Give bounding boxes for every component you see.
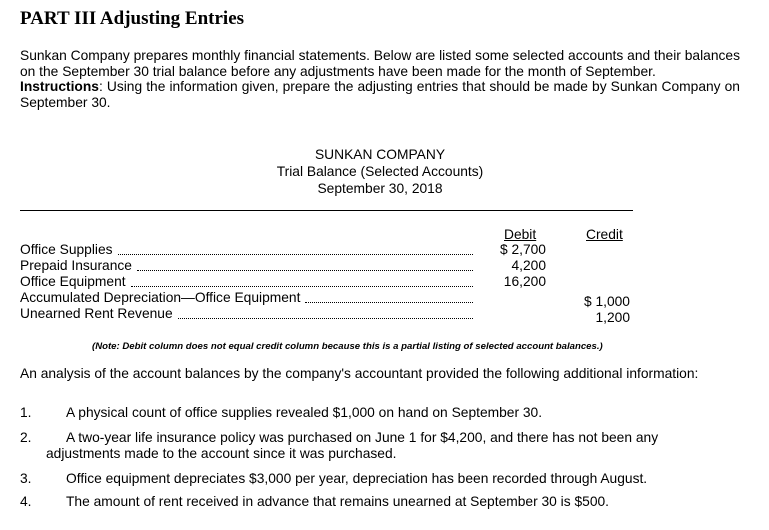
item-text: The amount of rent received in advance that remains unearned at September 30 is $500. — [66, 494, 610, 509]
instructions-text: : Using the information given, prepare the adjusting entries that should be made by Sunkan Company on September 30. — [20, 79, 740, 110]
intro-paragraph: Sunkan Company prepares monthly financial statements. Below are listed some selected accounts and their balances on the September 30 trial balance before any adjustments have been made for the month of September. — [20, 48, 740, 79]
heading-rule — [20, 210, 633, 211]
account-row — [20, 290, 475, 306]
dot-leader — [131, 285, 473, 287]
account-row — [20, 306, 475, 322]
company-name: SUNKAN COMPANY — [314, 147, 446, 162]
item-text: A physical count of office supplies revealed $1,000 on hand on September 30. — [66, 405, 543, 420]
report-name: Trial Balance (Selected Accounts) — [276, 164, 484, 179]
debit-value: 16,200 — [503, 274, 546, 289]
instructions — [20, 79, 740, 110]
dot-leader — [178, 317, 473, 319]
debit-column-header: Debit — [504, 227, 537, 242]
account-name: Unearned Rent Revenue — [20, 306, 173, 321]
debit-value: $ 2,700 — [499, 242, 546, 257]
section-title: PART III Adjusting Entries — [20, 8, 245, 29]
item-number: 4. — [20, 494, 32, 509]
item-number: 3. — [20, 471, 32, 486]
account-row — [20, 242, 475, 258]
dot-leader — [305, 301, 473, 303]
credit-value: 1,200 — [595, 310, 630, 325]
account-row — [20, 258, 475, 274]
item-number: 2. — [20, 430, 32, 445]
account-name: Office Supplies — [20, 242, 113, 257]
instructions-label: Instructions — [20, 79, 99, 95]
item-text-continued: adjustments made to the account since it was purchased. — [46, 446, 397, 461]
item-text: Office equipment depreciates $3,000 per year, depreciation has been recorded through August. — [66, 471, 648, 486]
dot-leader — [137, 269, 473, 271]
item-number: 1. — [20, 405, 32, 420]
credit-value: $ 1,000 — [583, 294, 630, 309]
analysis-paragraph: An analysis of the account balances by the company's accountant provided the following additional information: — [20, 366, 699, 381]
account-name: Accumulated Depreciation—Office Equipment — [20, 290, 301, 305]
account-name: Office Equipment — [20, 274, 126, 289]
balance-note: (Note: Debit column does not equal credit column because this is a partial listing of selected account balances.) — [92, 341, 603, 352]
dot-leader — [118, 253, 473, 255]
credit-column-header: Credit — [586, 227, 623, 242]
intro-block — [20, 48, 740, 110]
report-date: September 30, 2018 — [317, 181, 443, 196]
item-text: A two-year life insurance policy was purchased on June 1 for $4,200, and there has not been any — [66, 430, 659, 445]
account-name: Prepaid Insurance — [20, 258, 132, 273]
account-row — [20, 274, 475, 290]
debit-value: 4,200 — [511, 258, 546, 273]
